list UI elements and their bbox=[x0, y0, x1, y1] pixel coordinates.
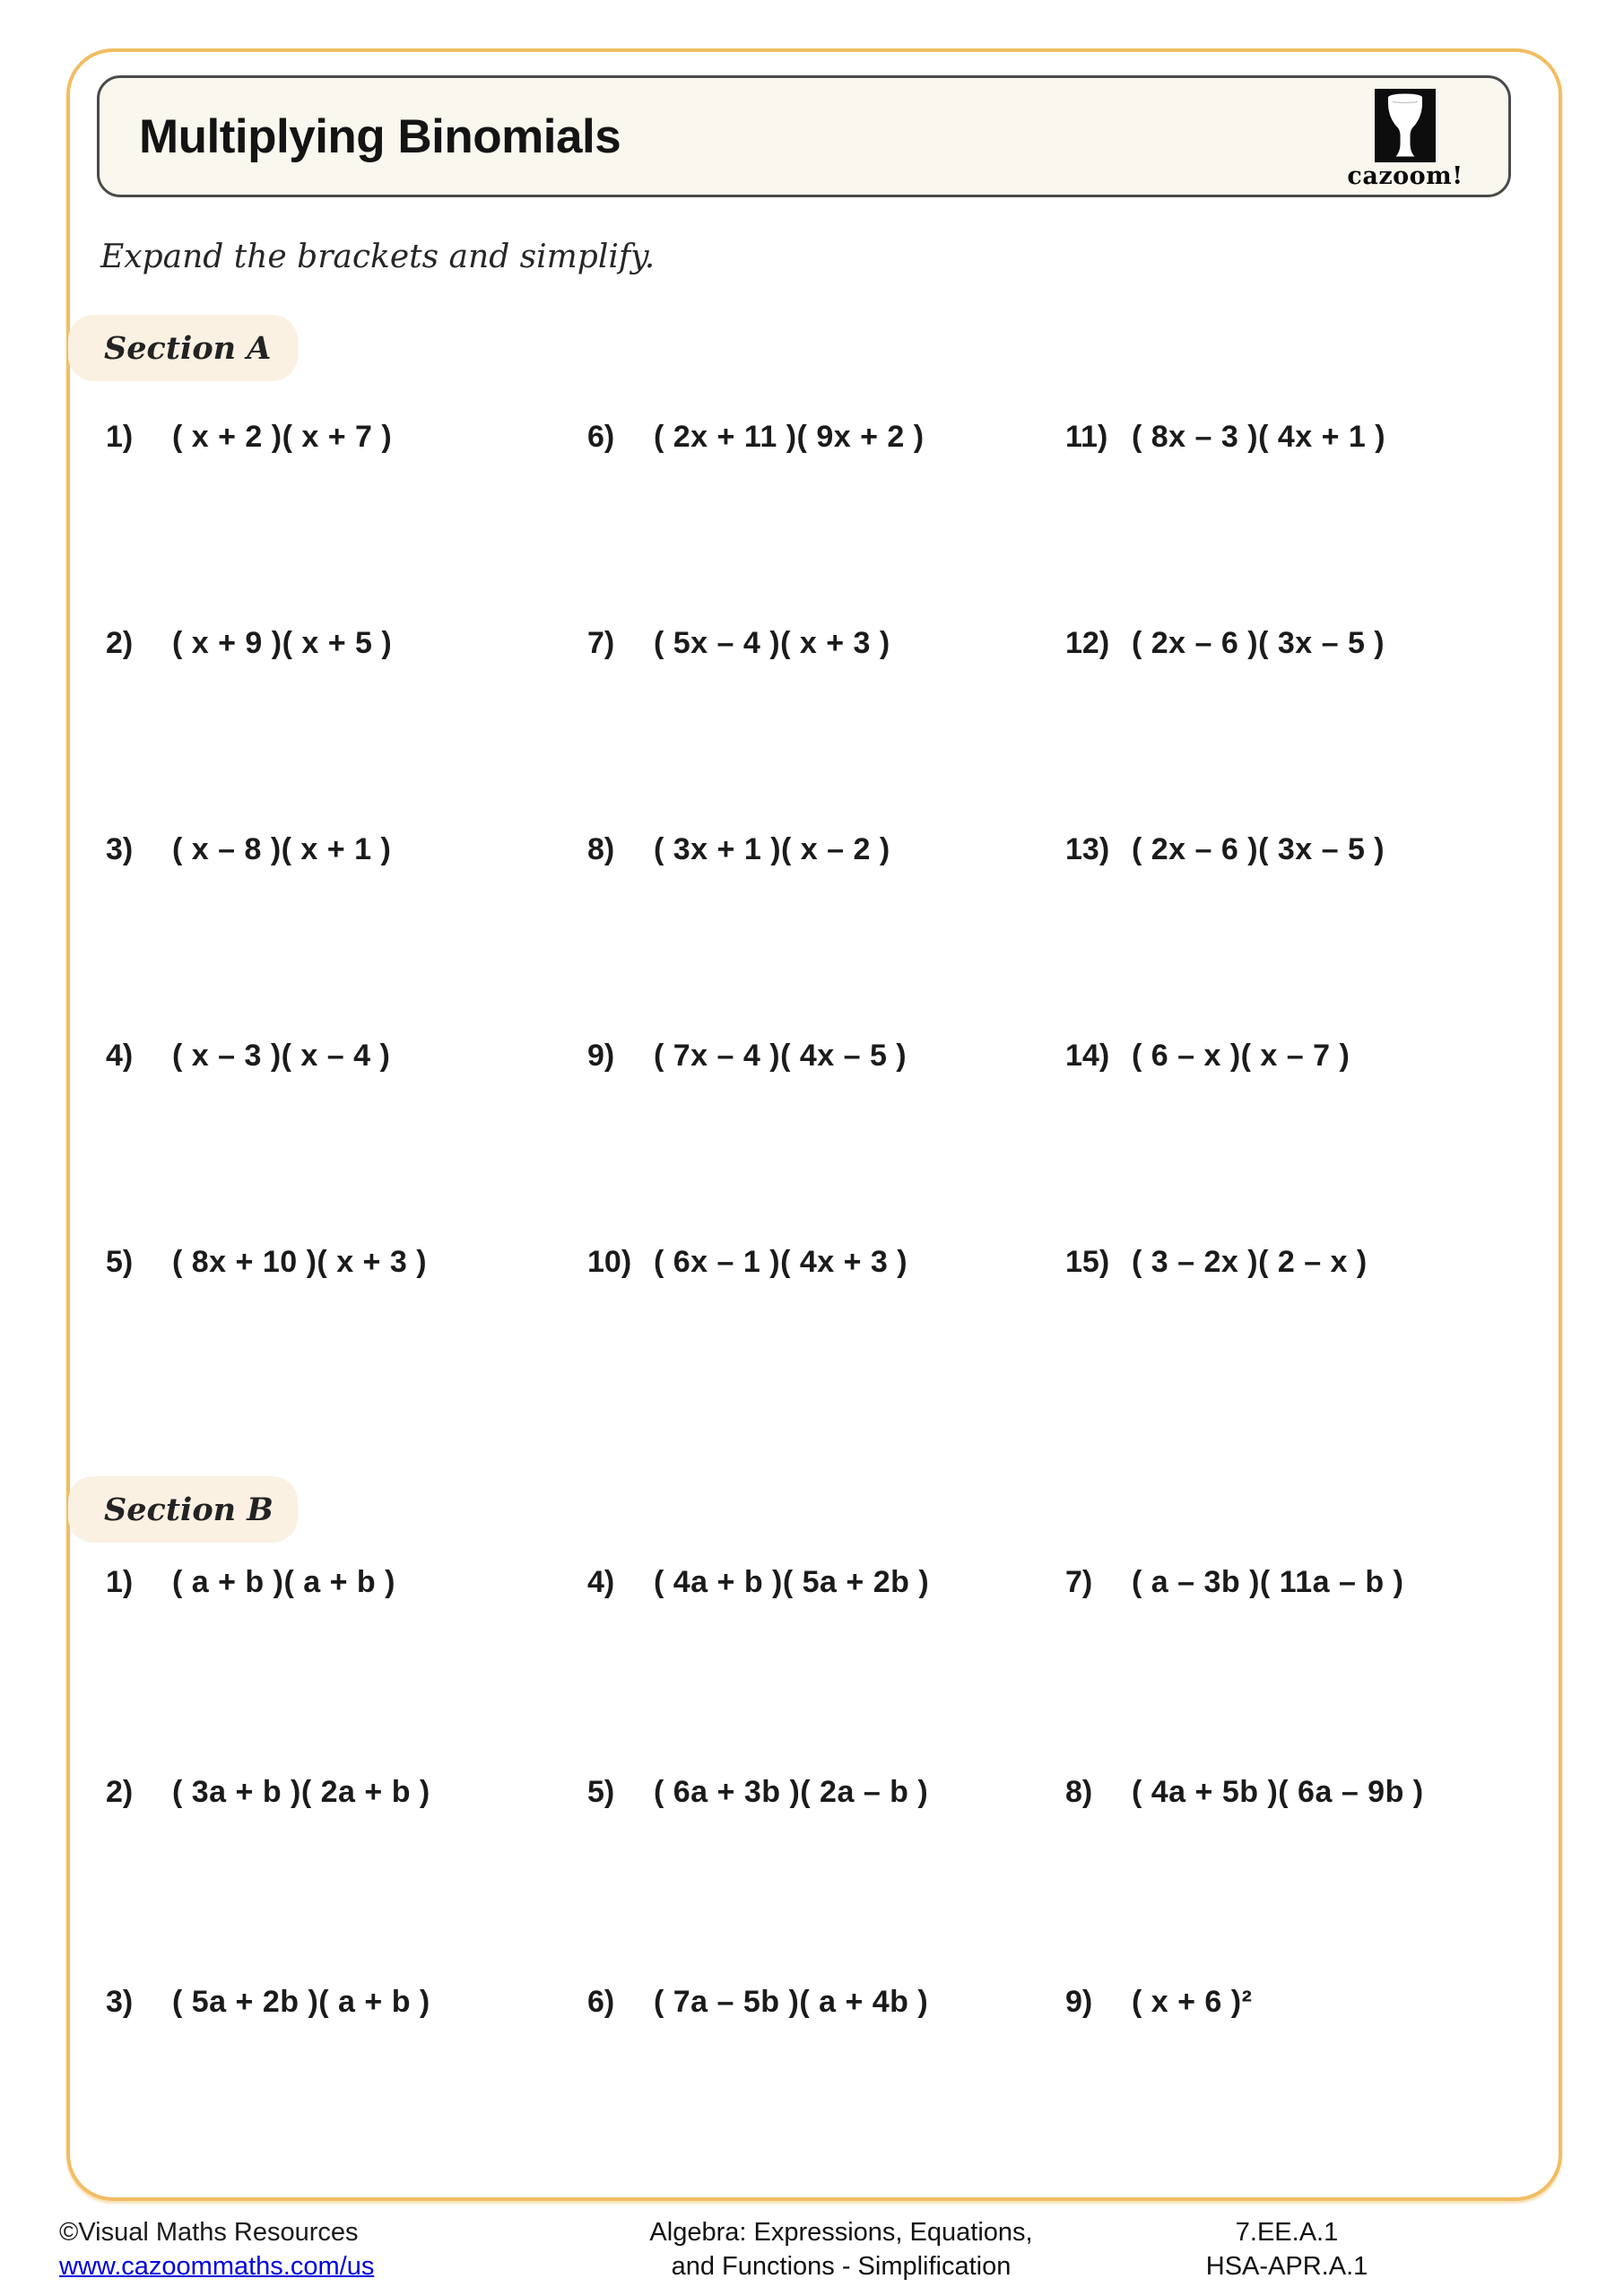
problem-a4 bbox=[106, 1039, 587, 1245]
problem-number: 9) bbox=[587, 1039, 615, 1073]
problem-expression: ( 5a + 2b )( a + b ) bbox=[172, 1985, 430, 2019]
footer-topic-block bbox=[581, 2215, 1101, 2283]
problem-expression: ( 6a + 3b )( 2a – b ) bbox=[654, 1775, 929, 1809]
cazoom-logo bbox=[1338, 89, 1472, 190]
standard-code-1: 7.EE.A.1 bbox=[1235, 2218, 1339, 2247]
problem-expression: ( 2x – 6 )( 3x – 5 ) bbox=[1132, 832, 1385, 866]
footer-standards-block bbox=[1184, 2215, 1390, 2283]
problem-expression: ( 3x + 1 )( x – 2 ) bbox=[654, 832, 890, 866]
problem-number: 4) bbox=[106, 1039, 134, 1073]
problem-a14 bbox=[1065, 1039, 1568, 1245]
problem-a11 bbox=[1065, 420, 1568, 626]
problem-a3 bbox=[106, 832, 587, 1039]
problem-number: 10) bbox=[587, 1245, 632, 1279]
problem-a9 bbox=[587, 1039, 1065, 1245]
website-link[interactable]: www.cazoommaths.com/us bbox=[59, 2252, 375, 2281]
problem-a5 bbox=[106, 1245, 587, 1451]
problem-number: 14) bbox=[1065, 1039, 1110, 1073]
problem-expression: ( x + 9 )( x + 5 ) bbox=[172, 626, 393, 660]
instructions-text: Expand the brackets and simplify. bbox=[100, 239, 656, 275]
problem-a15 bbox=[1065, 1245, 1568, 1451]
problem-b6 bbox=[587, 1985, 1065, 2195]
problem-a1 bbox=[106, 420, 587, 626]
problem-number: 8) bbox=[587, 832, 615, 866]
problem-expression: ( 4a + b )( 5a + 2b ) bbox=[654, 1565, 930, 1599]
page-title: Multiplying Binomials bbox=[139, 109, 621, 163]
problem-number: 4) bbox=[587, 1565, 615, 1599]
section-a-problems bbox=[106, 420, 1568, 1451]
problem-number: 15) bbox=[1065, 1245, 1110, 1279]
problem-expression: ( x – 8 )( x + 1 ) bbox=[172, 832, 392, 866]
problem-expression: ( a + b )( a + b ) bbox=[172, 1565, 395, 1599]
problem-b8 bbox=[1065, 1775, 1568, 1985]
section-b-problems bbox=[106, 1565, 1568, 2195]
problem-a12 bbox=[1065, 626, 1568, 832]
problem-number: 12) bbox=[1065, 626, 1110, 660]
problem-expression: ( 3a + b )( 2a + b ) bbox=[172, 1775, 430, 1809]
footer-copyright-block bbox=[59, 2215, 374, 2283]
problem-expression: ( x + 2 )( x + 7 ) bbox=[172, 420, 393, 454]
problem-expression: ( 8x + 10 )( x + 3 ) bbox=[172, 1245, 428, 1279]
problem-expression: ( 5x – 4 )( x + 3 ) bbox=[654, 626, 890, 660]
problem-expression: ( 6x – 1 )( 4x + 3 ) bbox=[654, 1245, 908, 1279]
problem-number: 5) bbox=[106, 1245, 134, 1279]
problem-b5 bbox=[587, 1775, 1065, 1985]
problem-number: 9) bbox=[1065, 1985, 1093, 2019]
problem-number: 2) bbox=[106, 626, 134, 660]
problem-a8 bbox=[587, 832, 1065, 1039]
problem-number: 6) bbox=[587, 420, 615, 454]
problem-expression: ( 6 – x )( x – 7 ) bbox=[1132, 1039, 1350, 1073]
problem-number: 7) bbox=[587, 626, 615, 660]
problem-expression: ( 7a – 5b )( a + 4b ) bbox=[654, 1985, 929, 2019]
title-panel bbox=[97, 75, 1511, 197]
problem-number: 13) bbox=[1065, 832, 1110, 866]
problem-expression: ( 7x – 4 )( 4x – 5 ) bbox=[654, 1039, 908, 1073]
problem-expression: ( 2x – 6 )( 3x – 5 ) bbox=[1132, 626, 1385, 660]
problem-b4 bbox=[587, 1565, 1065, 1775]
djembe-drum-icon bbox=[1375, 89, 1436, 162]
section-a-label: Section A bbox=[104, 329, 272, 367]
problem-a7 bbox=[587, 626, 1065, 832]
problem-number: 3) bbox=[106, 1985, 134, 2019]
problem-number: 2) bbox=[106, 1775, 134, 1809]
problem-b2 bbox=[106, 1775, 587, 1985]
problem-b3 bbox=[106, 1985, 587, 2195]
problem-a13 bbox=[1065, 832, 1568, 1039]
problem-number: 7) bbox=[1065, 1565, 1093, 1599]
problem-a10 bbox=[587, 1245, 1065, 1451]
problem-expression: ( x + 6 )² bbox=[1132, 1985, 1253, 2019]
section-b-header bbox=[68, 1476, 298, 1543]
problem-number: 8) bbox=[1065, 1775, 1093, 1809]
section-b-label: Section B bbox=[104, 1491, 274, 1528]
problem-b9 bbox=[1065, 1985, 1568, 2195]
section-a-header bbox=[68, 315, 298, 381]
problem-a2 bbox=[106, 626, 587, 832]
problem-number: 1) bbox=[106, 420, 134, 454]
problem-expression: ( 3 – 2x )( 2 – x ) bbox=[1132, 1245, 1368, 1279]
topic-line-2: and Functions - Simplification bbox=[671, 2252, 1012, 2281]
problem-number: 6) bbox=[587, 1985, 615, 2019]
problem-number: 3) bbox=[106, 832, 134, 866]
problem-b7 bbox=[1065, 1565, 1568, 1775]
problem-expression: ( 2x + 11 )( 9x + 2 ) bbox=[654, 420, 925, 454]
problem-a6 bbox=[587, 420, 1065, 626]
problem-expression: ( x – 3 )( x – 4 ) bbox=[172, 1039, 391, 1073]
copyright-text: ©Visual Maths Resources bbox=[59, 2218, 359, 2247]
problem-expression: ( 4a + 5b )( 6a – 9b ) bbox=[1132, 1775, 1424, 1809]
standard-code-2: HSA-APR.A.1 bbox=[1205, 2252, 1368, 2281]
problem-expression: ( 8x – 3 )( 4x + 1 ) bbox=[1132, 420, 1386, 454]
problem-number: 11) bbox=[1065, 420, 1108, 454]
brand-name: cazoom! bbox=[1347, 162, 1463, 190]
topic-line-1: Algebra: Expressions, Equations, bbox=[649, 2218, 1033, 2247]
problem-number: 1) bbox=[106, 1565, 134, 1599]
problem-expression: ( a – 3b )( 11a – b ) bbox=[1132, 1565, 1404, 1599]
problem-number: 5) bbox=[587, 1775, 615, 1809]
problem-b1 bbox=[106, 1565, 587, 1775]
